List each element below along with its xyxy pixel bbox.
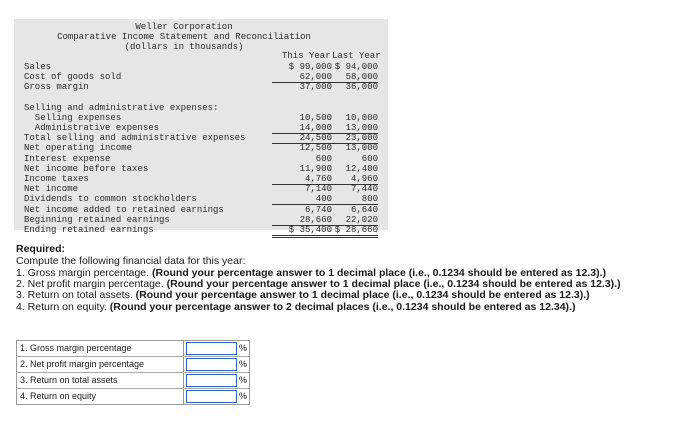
statement-row-label: Administrative expenses [24, 123, 160, 133]
statement-value-this-year: 28,660 [272, 215, 332, 226]
statement-value-last-year: $ 94,000 [334, 62, 378, 72]
statement-value-last-year: 23,000 [318, 133, 378, 144]
statement-value-last-year: 10,000 [345, 112, 378, 123]
task-item: 2. Net profit margin percentage. (Round your percentage answer to 1 decimal place (i.e., 0.1234 should be entered as 12.3).) [16, 278, 621, 291]
statement-row-label: Net income added to retained earnings [24, 204, 224, 215]
required-section [16, 243, 245, 267]
answer-label: 3. Return on total assets [17, 373, 184, 388]
statement-row-label: Gross margin [24, 82, 89, 93]
statement-value-this-year: $ 35,400 [272, 225, 332, 238]
required-title: Required: [16, 243, 66, 255]
answer-label: 1. Gross margin percentage [17, 341, 184, 356]
statement-value-last-year: 7,440 [350, 184, 378, 195]
statement-value-this-year: 4,760 [272, 174, 332, 185]
statement-title: Comparative Income Statement and Reconciliation [57, 32, 311, 42]
statement-value-last-year: 58,000 [318, 72, 378, 83]
statement-value-last-year: 22,020 [318, 215, 378, 226]
task-item: 1. Gross margin percentage. (Round your percentage answer to 1 decimal place (i.e., 0.1234 should be entered as 12.3).) [16, 267, 606, 279]
statement-row-label: Beginning retained earnings [24, 214, 170, 225]
task-list [16, 268, 621, 313]
statement-value-last-year: 4,960 [318, 174, 378, 185]
answer-table [16, 340, 250, 405]
statement-row-label: Income taxes [24, 174, 89, 184]
col-header-this-year: This Year [282, 51, 331, 61]
percent-unit: % [239, 391, 248, 401]
statement-value-this-year: 600 [315, 153, 332, 164]
statement-row-label: Net income [24, 184, 79, 195]
percent-unit: % [239, 359, 248, 369]
statement-value-last-year: 800 [318, 194, 378, 205]
return-on-assets-input[interactable] [186, 374, 238, 387]
percent-unit: % [239, 375, 248, 385]
statement-value-this-year: 7,140 [304, 184, 332, 195]
answer-label: 4. Return on equity [17, 389, 184, 404]
return-on-equity-input[interactable] [186, 390, 238, 403]
statement-value-last-year: 12,400 [345, 163, 378, 174]
statement-value-this-year: 11,900 [299, 163, 332, 174]
statement-value-last-year: 13,000 [318, 123, 378, 134]
percent-unit: % [239, 343, 248, 353]
income-statement-panel [14, 19, 388, 235]
answer-row [17, 373, 249, 389]
statement-units: (dollars in thousands) [124, 42, 244, 52]
statement-value-this-year: 6,740 [304, 204, 332, 215]
statement-row-label: Interest expense [24, 153, 111, 164]
task-item: 4. Return on equity. (Round your percentage answer to 2 decimal places (i.e., 0.1234 should be entered as 12.34).) [16, 300, 576, 313]
statement-value-this-year: 37,000 [299, 82, 332, 93]
statement-value-this-year: 24,500 [272, 133, 332, 144]
required-prompt: Compute the following financial data for this year: [16, 255, 246, 267]
statement-row-label: Selling expenses [24, 112, 122, 123]
answer-row [17, 341, 249, 357]
statement-value-this-year: 12,500 [299, 143, 332, 154]
statement-value-last-year: $ 28,660 [318, 225, 378, 238]
task-item: 3. Return on total assets. (Round your percentage answer to 1 decimal place (i.e., 0.1234 should be entered as 12.3).) [16, 289, 590, 302]
statement-row-label: Selling and administrative expenses: [24, 102, 219, 113]
statement-row-label: Net operating income [24, 143, 133, 154]
statement-row-label: Sales [24, 62, 52, 72]
statement-row-label: Dividends to common stockholders [24, 194, 197, 205]
statement-row-label: Net income before taxes [24, 163, 149, 174]
net-profit-margin-input[interactable] [186, 358, 238, 371]
statement-value-last-year: 13,000 [345, 143, 378, 154]
statement-value-this-year: 10,500 [299, 112, 332, 123]
statement-row-label: Total selling and administrative expenses [24, 133, 246, 144]
statement-value-this-year: 14,000 [272, 123, 332, 134]
statement-row-label: Cost of goods sold [24, 72, 122, 83]
statement-value-last-year: 6,640 [350, 204, 378, 215]
gross-margin-input[interactable] [186, 342, 238, 355]
answer-row [17, 389, 249, 404]
statement-value-last-year: 600 [361, 153, 378, 164]
statement-value-last-year: 36,000 [345, 82, 378, 93]
col-header-last-year: Last Year [332, 51, 381, 61]
answer-label: 2. Net profit margin percentage [17, 357, 184, 372]
statement-value-this-year: 62,000 [272, 72, 332, 83]
statement-value-this-year: 400 [272, 194, 332, 205]
statement-row-label: Ending retained earnings [24, 225, 154, 235]
company-name: Weller Corporation [135, 22, 233, 32]
answer-row [17, 357, 249, 373]
statement-value-this-year: $ 99,000 [288, 62, 332, 72]
